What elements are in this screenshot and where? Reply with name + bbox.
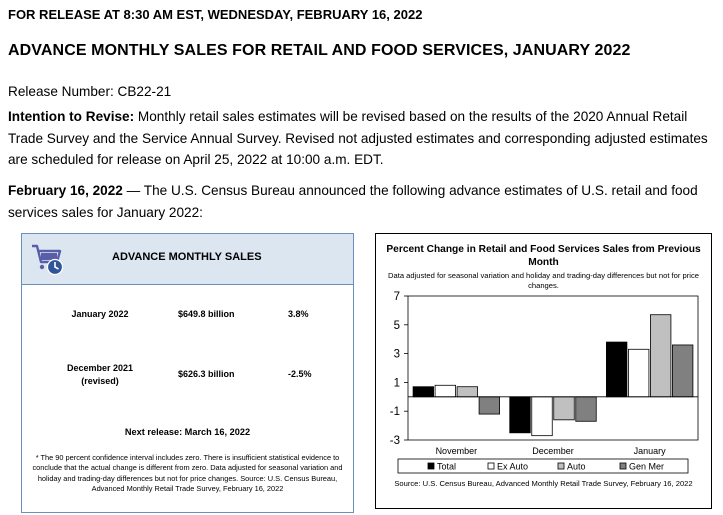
bar xyxy=(479,397,500,414)
intention-label: Intention to Revise: xyxy=(8,109,135,124)
row-1-value: $649.8 billion xyxy=(178,309,235,319)
legend-label: Auto xyxy=(567,461,586,472)
row-2-period-note: (revised) xyxy=(81,376,119,386)
y-tick-label: 3 xyxy=(393,348,400,361)
shopping-cart-clock-icon xyxy=(30,242,64,276)
box-title: ADVANCE MONTHLY SALES xyxy=(112,251,262,263)
legend-swatch xyxy=(428,463,434,469)
chart-container xyxy=(375,233,712,509)
chart-source: Source: U.S. Census Bureau, Advanced Monthly Retail Trade Survey, February 16, 2022 xyxy=(394,479,693,488)
legend-swatch xyxy=(558,463,564,469)
legend-label: Total xyxy=(437,461,457,472)
y-tick-label: 1 xyxy=(393,377,400,390)
row-2-change: -2.5% xyxy=(288,369,312,379)
announcement-paragraph xyxy=(8,180,713,223)
bar xyxy=(554,397,575,420)
legend-swatch xyxy=(620,463,626,469)
bar xyxy=(532,397,553,436)
y-tick-label: -3 xyxy=(389,435,400,447)
release-line: FOR RELEASE AT 8:30 AM EST, WEDNESDAY, FEBRUARY 16, 2022 xyxy=(8,7,423,22)
x-category-label: December xyxy=(532,446,574,456)
row-1-period: January 2022 xyxy=(71,309,129,319)
row-2-period: December 2021 xyxy=(66,363,134,373)
bar xyxy=(435,385,455,397)
chart-subtitle: Data adjusted for seasonal variation and holiday and trading-day differences but not for price changes. xyxy=(388,271,699,290)
x-category-label: January xyxy=(633,446,666,456)
box-footnote: * The 90 percent confidence interval includes zero. There is insufficient statistical evidence to conclude that the actual change is different from zero. Data adjusted for seasonal variation and holiday and trading-day differences but not for price changes. Source: U.S. Census Bureau, Advanced Monthly Retail Trade Survey, February 16, 2022 xyxy=(32,453,343,493)
y-tick-label: -1 xyxy=(389,406,400,419)
bar xyxy=(628,349,649,397)
row-1-change: 3.8% xyxy=(288,309,309,319)
next-release: Next release: March 16, 2022 xyxy=(124,427,251,437)
bar-chart xyxy=(376,234,711,478)
bar xyxy=(606,342,627,397)
bar xyxy=(413,387,434,397)
announcement-text: — The U.S. Census Bureau announced the following advance estimates of U.S. retail and food services sales for January 2022: xyxy=(8,183,698,220)
announcement-date: February 16, 2022 xyxy=(8,183,123,198)
bar xyxy=(650,315,671,397)
legend-label: Gen Mer xyxy=(629,461,665,472)
x-category-label: November xyxy=(435,446,478,456)
release-number: Release Number: CB22-21 xyxy=(8,84,172,99)
legend-swatch xyxy=(488,463,494,469)
intention-paragraph xyxy=(8,106,713,171)
page-title: ADVANCE MONTHLY SALES FOR RETAIL AND FOOD SERVICES, JANUARY 2022 xyxy=(8,42,631,59)
y-tick-label: 5 xyxy=(393,319,400,332)
box-header xyxy=(22,234,353,285)
bar xyxy=(672,345,693,397)
advance-sales-box xyxy=(21,233,354,513)
bar xyxy=(510,397,531,433)
bar xyxy=(576,397,597,421)
y-tick-label: 7 xyxy=(393,291,400,303)
bar xyxy=(457,387,478,397)
row-2-value: $626.3 billion xyxy=(178,369,235,379)
intention-text: Monthly retail sales estimates will be revised based on the results of the 2020 Annual Retail Trade Survey and the Service Annual Survey. Revised not adjusted estimates and corresponding adjusted estimates are scheduled for release on April 25, 2022 at 10:00 a.m. EDT. xyxy=(8,109,708,167)
legend-label: Ex Auto xyxy=(497,461,529,472)
chart-title: Percent Change in Retail and Food Services Sales from Previous Month xyxy=(386,244,701,268)
